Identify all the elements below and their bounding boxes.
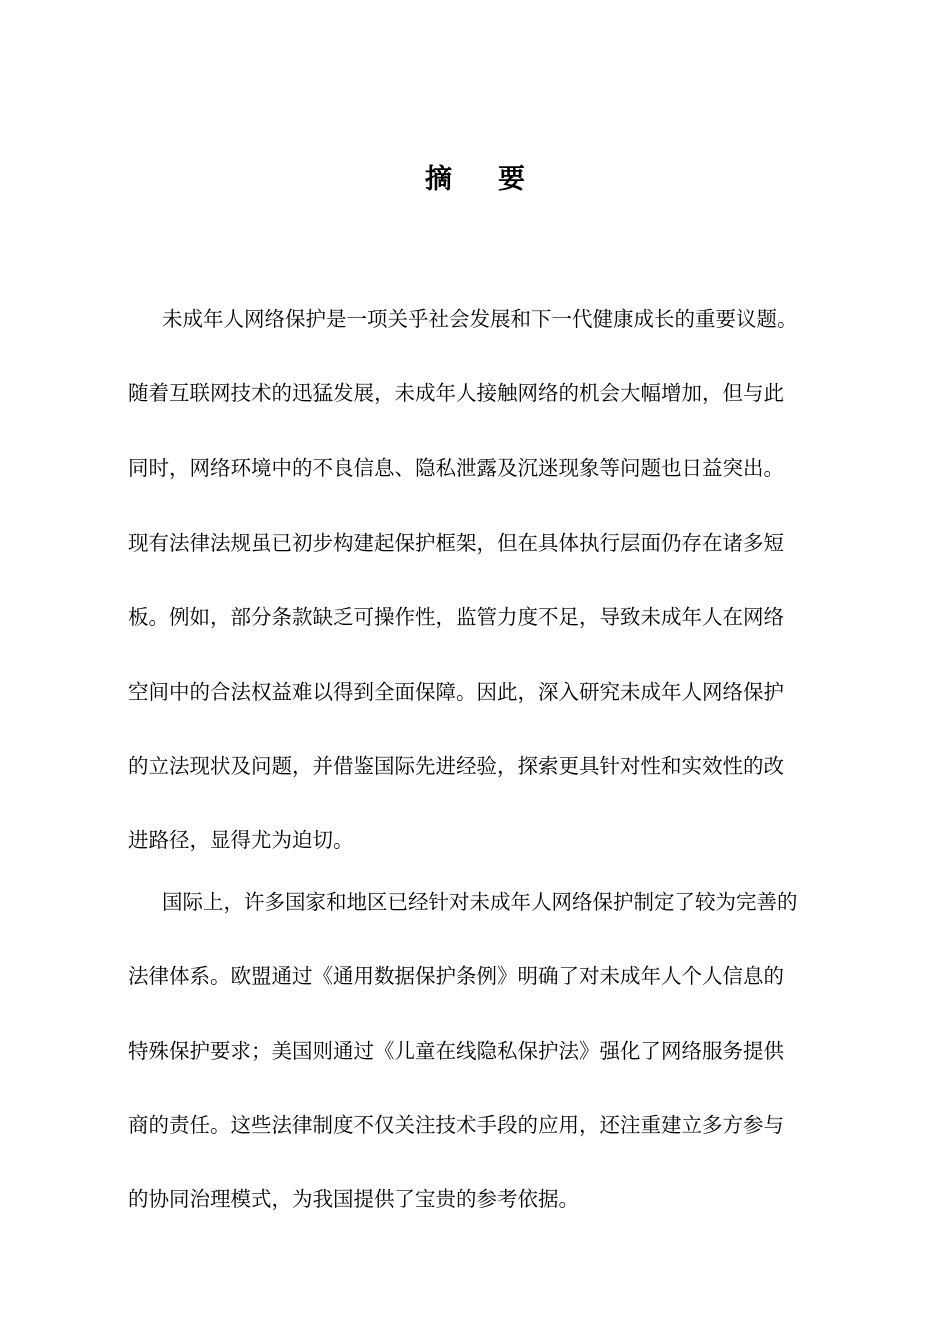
paragraph-line: 空间中的合法权益难以得到全面保障。因此，深入研究未成年人网络保护 — [128, 680, 784, 704]
paragraph-line: 同时，网络环境中的不良信息、隐私泄露及沉迷现象等问题也日益突出。 — [128, 456, 784, 480]
title-char-1: 摘 — [425, 164, 452, 195]
paragraph-line: 进路径，显得尤为迫切。 — [128, 828, 354, 852]
paragraph-line: 未成年人网络保护是一项关乎社会发展和下一代健康成长的重要议题。 — [162, 307, 798, 331]
paragraph-line: 商的责任。这些法律制度不仅关注技术手段的应用，还注重建立多方参与 — [128, 1113, 784, 1137]
paragraph-line: 特殊保护要求；美国则通过《儿童在线隐私保护法》强化了网络服务提供 — [128, 1039, 784, 1063]
paragraph-line: 随着互联网技术的迅猛发展，未成年人接触网络的机会大幅增加，但与此 — [128, 381, 784, 405]
title-char-2: 要 — [498, 164, 525, 195]
paragraph-line: 板。例如，部分条款缺乏可操作性，监管力度不足，导致未成年人在网络 — [128, 605, 784, 629]
paragraph-line: 现有法律法规虽已初步构建起保护框架，但在具体执行层面仍存在诸多短 — [128, 531, 784, 555]
paragraph-line: 的立法现状及问题，并借鉴国际先进经验，探索更具针对性和实效性的改 — [128, 754, 784, 778]
paragraph-line: 法律体系。欧盟通过《通用数据保护条例》明确了对未成年人个人信息的 — [128, 964, 784, 988]
paragraph-line: 的协同治理模式，为我国提供了宝贵的参考依据。 — [128, 1187, 579, 1211]
paragraph-line: 国际上，许多国家和地区已经针对未成年人网络保护制定了较为完善的 — [162, 890, 798, 914]
abstract-title — [0, 160, 950, 200]
